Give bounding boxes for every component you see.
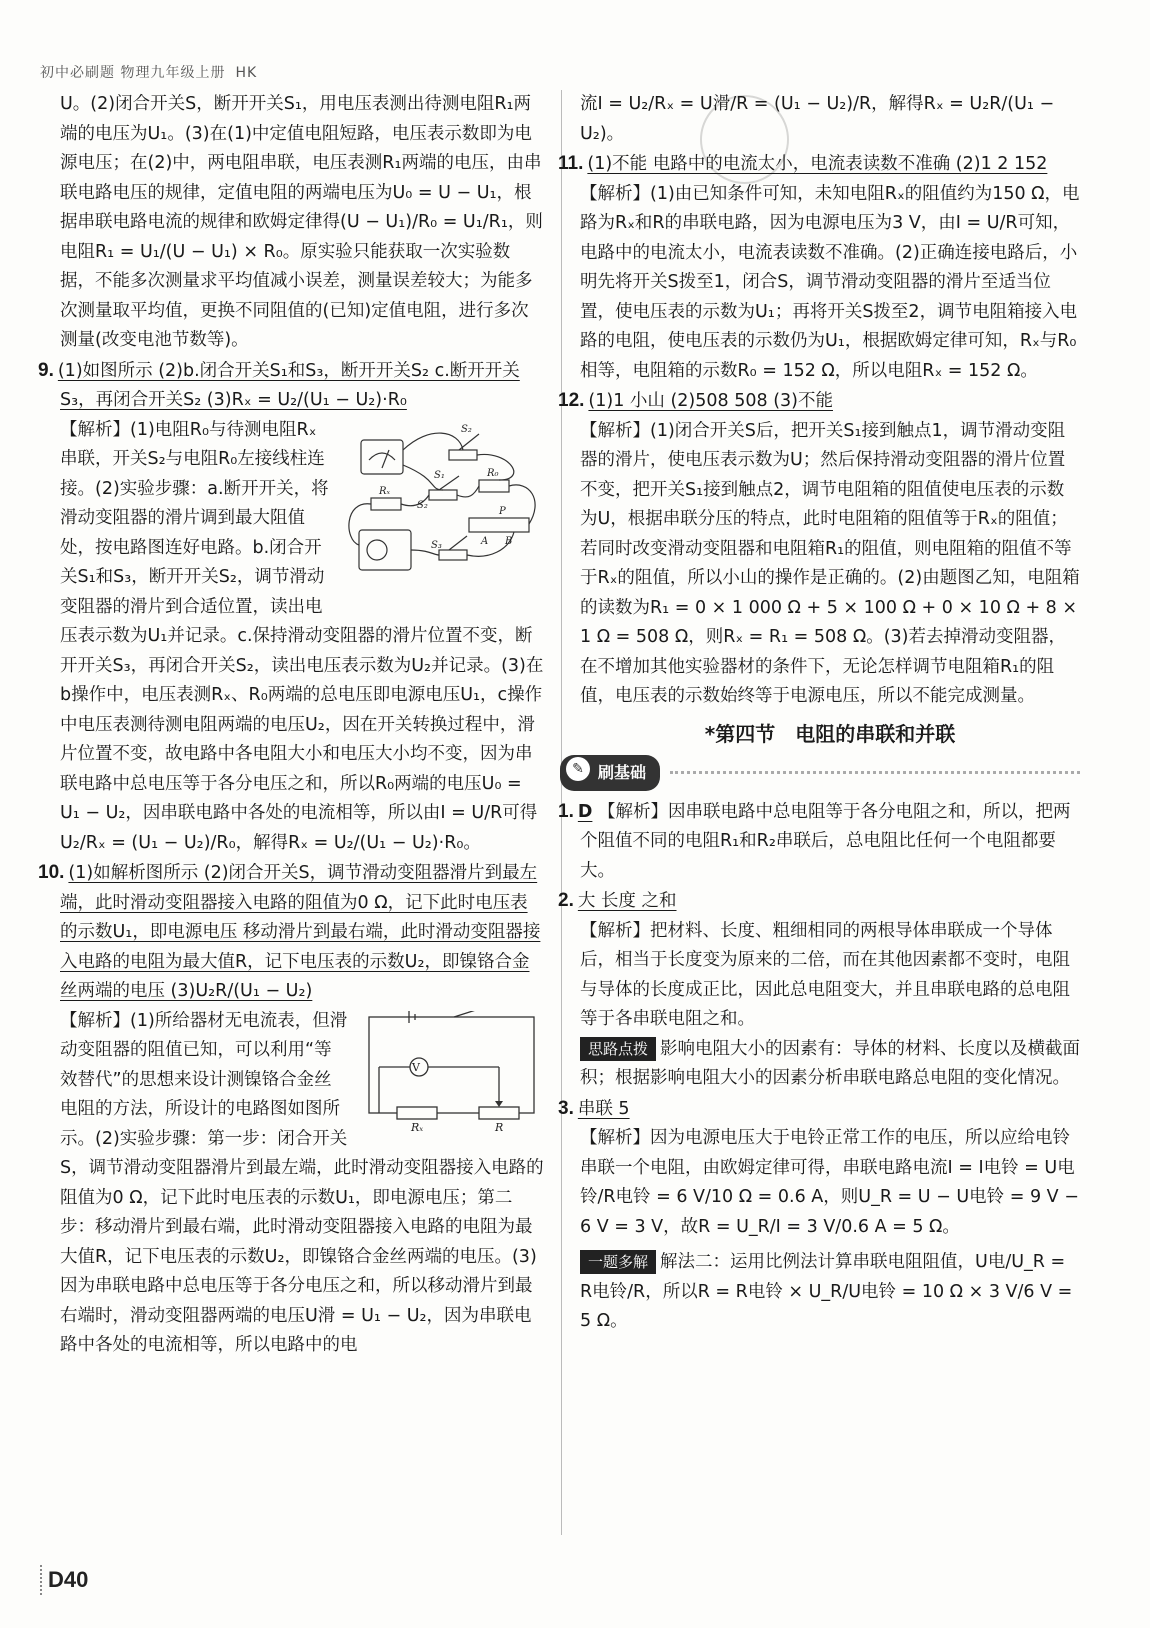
banner-divider [670, 771, 1080, 774]
question-number: 2. [558, 890, 574, 911]
explanation-text: 【解析】因串联电路中总电阻等于各分电阻之和，所以，把两个阻值不同的电阻R₁和R₂串联后，总电阻比任何一个电阻都要大。 [580, 801, 1071, 881]
answer-text: (1)如图所示 (2)b.闭合开关S₁和S₃，断开开关S₂ c.断开开关S₃，再闭合开关S₂ (3)Rₓ = U₂/(U₁ − U₂)·R₀ [57, 360, 520, 410]
question-12-answer [558, 386, 1080, 417]
tip-text: 解法二：运用比例法计算串联电阻阻值，U电/U_R = R电铃/R，所以R = R电铃 × U_R/U电铃 = 10 Ω × 3 V/6 V = 5 Ω。 [580, 1252, 1073, 1331]
label-s1: S₁ [434, 469, 445, 481]
tip-badge: 思路点拨 [580, 1037, 656, 1061]
label-p: P [499, 505, 506, 517]
question-10-answer [38, 858, 544, 1007]
label-s2-top: S₂ [461, 423, 472, 435]
right-column [558, 90, 1081, 1337]
basic-question-2 [558, 886, 1080, 917]
question-number: 11. [558, 153, 584, 174]
question-12-explanation: 【解析】(1)闭合开关S后，把开关S₁接到触点1，调节滑动变阻器的滑片，使电压表示数为U；然后保持滑动变阻器的滑片位置不变，把开关S₁接到触点2，调节电阻箱的阻值使电压表的示数为U，根据串联分压的特点，此时电阻箱的阻值等于Rₓ的阻值；若同时改变滑动变阻器和电阻箱R₁的阻值，则电阻箱的阻值不等于Rₓ的阻值，所以小山的操作是正确的。(2)由题图乙知，电阻箱的读数为R₁ = 0 × 1 000 Ω + 5 × 100 Ω + 0 × 10 Ω + 8 × 1 Ω = 508 Ω，则Rₓ = R₁ = 508 Ω。(3)若去掉滑动变阻器，在不增加其他实验器材的条件下，无论怎样调节电阻箱R₁的阻值，电压表的示数始终等于电源电压，所以不能完成测量。 [580, 420, 1080, 706]
left-column [38, 90, 544, 1361]
answer-text: D [577, 801, 593, 822]
tip-badge: 一题多解 [580, 1250, 656, 1274]
label-s2: S₂ [417, 499, 428, 511]
basic-question-3 [558, 1094, 1080, 1125]
answer-text: (1)如解析图所示 (2)闭合开关S，调节滑动变阻器滑片到最左端，此时滑动变阻器接入电路的阻值为0 Ω，记下此时电压表的示数U₁，即电源电压 移动滑片到最右端，此时滑动变阻器接入电路的电阻为最大值R，记下电压表的示数U₂，即镍铬合金丝两端的电压 (3)U₂R/(U₁ − U₂) [60, 863, 541, 1001]
banner-label: 刷基础 [598, 763, 647, 782]
voltmeter-label: V [412, 1060, 420, 1074]
page-number: D40 [40, 1565, 94, 1595]
section-title: *第四节 电阻的串联和并联 [704, 721, 956, 746]
circuit-figure-q9 [339, 420, 544, 591]
label-rx: Rₓ [379, 485, 391, 497]
question-number: 10. [38, 862, 65, 883]
answer-text: 大 长度 之和 [577, 891, 677, 911]
question-10-explanation: 【解析】(1)所给器材无电流表，但滑动变阻器的阻值已知，可以利用“等效替代”的思想来设计测镍铬合金丝电阻的方法，所设计的电路图如图所示。(2)实验步骤：第一步：闭合开关S，调节滑动变阻器滑片到最左端，此时滑动变阻器接入电路的阻值为0 Ω，记下此时电压表的示数U₁，即电源电压；第二步：移动滑片到最右端，此时滑动变阻器接入电路的电阻为最大值R，记下电压表的示数U₂，即镍铬合金丝两端的电压。(3)因为串联电路中总电压等于各分电压之和，所以移动滑片到最右端时，滑动变阻器两端的电压U滑 = U₁ − U₂，因为串联电路中各处的电流相等，所以电路中的电 [60, 1010, 544, 1355]
question-number: 1. [558, 800, 574, 822]
book-title: 初中必刷题 物理九年级上册 [40, 65, 226, 81]
basic-question-2-tip [580, 1035, 1080, 1094]
section-banner [560, 755, 1080, 791]
basic-question-2-explanation: 【解析】把材料、长度、粗细相同的两根导体串联成一个导体后，相当于长度变为原来的二倍，而在其他因素都不变时，电阻与导体的长度成正比，因此总电阻变大，并且串联电路的总电阻等于各串联电阻之和。 [580, 920, 1070, 1029]
label-rx: Rₓ [411, 1120, 424, 1131]
label-r: R [495, 1120, 504, 1131]
answer-text: 串联 5 [577, 1098, 630, 1119]
banner-pill [560, 755, 660, 791]
question-number: 9. [38, 359, 54, 381]
basic-question-3-tip [580, 1248, 1080, 1337]
book-icon: ✎ [566, 757, 590, 781]
label-a: A [481, 535, 489, 547]
tip-text: 影响电阻大小的因素有：导体的材料、长度以及横截面积；根据影响电阻大小的因素分析串联电路总电阻的变化情况。 [580, 1038, 1081, 1088]
answer-text: (1)1 小山 (2)508 508 (3)不能 [588, 391, 833, 411]
paragraph-q8-continued: U。(2)闭合开关S，断开开关S₁，用电压表测出待测电阻R₁两端的电压为U₁。(3)在(1)中定值电阻短路，电压表示数即为电源电压；在(2)中，两电阻串联，电压表测R₁两端的电压，由串联电路电压的规律，定值电阻的两端电压为U₀ = U − U₁，根据串联电路电流的规律和欧姆定律得(U − U₁)/R₀ = U₁/R₁，则电阻R₁ = U₁/(U − U₁) × R₀。原实验只能获取一次实验数据，不能多次测量求平均值减小误差，测量误差较大；为能多次测量取平均值，更换不同阻值的(已知)定值电阻，进行多次测量(改变电池节数等)。 [60, 94, 543, 350]
label-b: B [505, 535, 513, 547]
basic-question-1 [558, 797, 1080, 887]
question-9-answer [38, 356, 544, 416]
question-number: 3. [558, 1097, 574, 1119]
question-11-explanation: 【解析】(1)由已知条件可知，未知电阻Rₓ的阻值约为150 Ω，电路为Rₓ和R的串联电路，因为电源电压为3 V，由I = U/R可知，电路中的电流太小，电流表读数不准确。(2)正确连接电路后，小明先将开关S拨至1，闭合S，调节滑动变阻器的滑片至适当位置，使电压表的示数为U₁；再将开关S拨至2，调节电阻箱接入电路的电阻，使电压表的示数仍为U₁，根据欧姆定律可知，Rₓ与R₀相等，电阻箱的示数R₀ = 152 Ω，所以电阻Rₓ = 152 Ω。 [580, 183, 1080, 381]
question-9-explanation: 【解析】(1)电阻R₀与待测电阻Rₓ串联，开关S₂与电阻R₀左接线柱连接。(2)实验步骤：a.断开开关，将滑动变阻器的滑片调到最大阻值处，按电路图连好电路。b.闭合开关S₁和S₃，断开开关S₂，调节滑动变阻器的滑片到合适位置，读出电压表示数为U₁并记录。c.保持滑动变阻器的滑片位置不变，断开开关S₃，再闭合开关S₂，读出电压表示数为U₂并记录。(3)在b操作中，电压表测Rₓ、R₀两端的总电压即电源电压U₁，c操作中电压表测待测电阻两端的电压U₂，因在开关转换过程中，滑片位置不变，故电路中各电阻大小和电压大小均不变，因为串联电路中总电压等于各分电压之和，所以R₀两端的电压U₀ = U₁ − U₂，因串联电路中各处的电流相等，所以由I = U/R可得U₂/Rₓ = (U₁ − U₂)/R₀，解得Rₓ = U₂/(U₁ − U₂)·R₀。 [60, 419, 544, 853]
answer-text: (1)不能 电路中的电流太小，电流表读数不准确 (2)1 2 152 [587, 154, 1048, 174]
edition-label: HK [235, 65, 258, 81]
running-header [40, 62, 257, 82]
label-r0: R₀ [487, 467, 499, 479]
question-11-answer [558, 149, 1080, 180]
label-s3: S₃ [431, 539, 442, 551]
question-number: 12. [558, 390, 585, 411]
basic-question-3-explanation: 【解析】因为电源电压大于电铃正常工作的电压，所以应给电铃串联一个电阻，由欧姆定律可得，串联电路电流I = I电铃 = U电铃/R电铃 = 6 V/10 Ω = 0.6 A，则U_R = U − U电铃 = 9 V − 6 V = 3 V，故R = U_R/I = 3 V/0.6 A = 5 Ω。 [580, 1128, 1079, 1237]
paragraph-q10-continued: 流I = U₂/Rₓ = U滑/R = (U₁ − U₂)/R，解得Rₓ = U₂R/(U₁ − U₂)。 [580, 94, 1055, 144]
circuit-figure-q10 [359, 1011, 544, 1142]
